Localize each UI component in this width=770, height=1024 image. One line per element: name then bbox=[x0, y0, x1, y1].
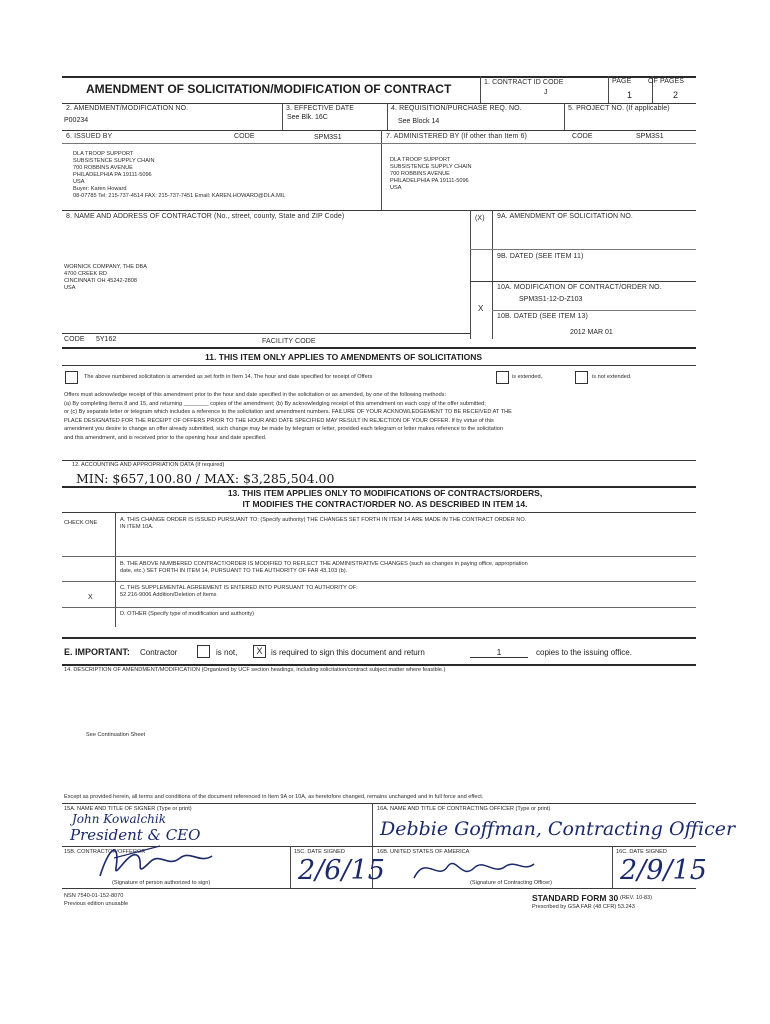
amendment-no-value: P00234 bbox=[64, 117, 89, 124]
rule bbox=[62, 210, 696, 211]
rule bbox=[62, 103, 696, 104]
15c-label: 15C. DATE SIGNED bbox=[294, 849, 345, 855]
section-13c-text: C. THIS SUPPLEMENTAL AGREEMENT IS ENTERED INTO PURSUANT TO AUTHORITY OF: 52.216-9006 Addition/Deletion of Items bbox=[120, 585, 358, 598]
contractor-code-label: CODE bbox=[64, 336, 85, 343]
section-13d-text: D. OTHER (Specify type of modification and authority) bbox=[120, 611, 254, 617]
item-10a-mark: X bbox=[478, 304, 484, 313]
continuation-sheet: See Continuation Sheet bbox=[86, 732, 146, 738]
section-13-heading-1: 13. THIS ITEM APPLIES ONLY TO MODIFICATIONS OF CONTRACTS/ORDERS, bbox=[227, 488, 543, 498]
rule bbox=[492, 310, 696, 311]
requisition-value: See Block 14 bbox=[398, 118, 440, 125]
rule bbox=[62, 607, 696, 608]
15b-label: 15B. CONTRACTOR/OFFEROR bbox=[64, 849, 146, 855]
item-10b-value: 2012 MAR 01 bbox=[570, 329, 613, 336]
administered-by-label: 7. ADMINISTERED BY (If other than Item 6) bbox=[386, 133, 527, 140]
check-one-label: CHECK ONE bbox=[64, 520, 98, 526]
16c-label: 16C. DATE SIGNED bbox=[616, 849, 667, 855]
issued-by-address: DLA TROOP SUPPORT SUBSISTENCE SUPPLY CHAIN 700 ROBBINS AVENUE PHILADELPHIA PA 19111-5096 USA Buyer: Karen Howard 08-07785 Tel: 215-737-4514 FAX: 215-737-7451 Email: KAREN.HOWARD@DLA.MIL bbox=[73, 151, 286, 199]
administered-by-address: DLA TROOP SUPPORT SUBSISTENCE SUPPLY CHAIN 700 ROBBINS AVENUE PHILADELPHIA PA 19111-5096 USA bbox=[390, 157, 472, 191]
contract-id-code-value: J bbox=[544, 89, 548, 96]
divider bbox=[387, 103, 388, 130]
divider bbox=[115, 512, 116, 627]
previous-edition: Previous edition unusable bbox=[64, 901, 129, 907]
rule bbox=[62, 664, 696, 666]
15b-sublabel: (Signature of person authorized to sign) bbox=[112, 880, 211, 886]
section-13a-text: A. THIS CHANGE ORDER IS ISSUED PURSUANT TO: (Specify authority) THE CHANGES SET FORTH IN ITEM 14 ARE MADE IN THE CONTRACT ORDER NO. IN ITEM 10A. bbox=[120, 517, 527, 530]
rule bbox=[470, 281, 696, 282]
rule bbox=[62, 637, 696, 639]
contracting-officer-name: Debbie Goffman, Contracting Officer bbox=[380, 818, 736, 840]
rule bbox=[62, 581, 696, 582]
requisition-label: 4. REQUISITION/PURCHASE REQ. NO. bbox=[391, 105, 522, 112]
of-pages-value: 2 bbox=[673, 90, 679, 100]
15a-label: 15A. NAME AND TITLE OF SIGNER (Type or print) bbox=[64, 806, 192, 812]
is-extended-text: is extended, bbox=[512, 374, 543, 380]
section-14-label: 14. DESCRIPTION OF AMENDMENT/MODIFICATION (Organized by UCF section headings, including solicitation/contract subject matter where feasible.) bbox=[64, 667, 446, 673]
copies-value: 1 bbox=[470, 647, 528, 658]
is-required-checkbox[interactable]: X bbox=[253, 645, 266, 658]
administered-by-code-label: CODE bbox=[572, 133, 593, 140]
page-label: PAGE bbox=[612, 78, 632, 85]
section-11-heading: 11. THIS ITEM ONLY APPLIES TO AMENDMENTS OF SOLICITATIONS bbox=[205, 352, 483, 362]
rule bbox=[62, 556, 696, 557]
form-revision: (REV. 10-83) bbox=[620, 895, 653, 901]
contractor-code-value: 5Y162 bbox=[96, 336, 117, 343]
contractor-address: WORNICK COMPANY, THE DBA 4700 CREEK RD CINCINNATI OH 45242-2808 USA bbox=[64, 264, 147, 291]
item-10a-label: 10A. MODIFICATION OF CONTRACT/ORDER NO. bbox=[497, 284, 662, 291]
rule bbox=[62, 460, 696, 461]
item-10b-label: 10B. DATED (SEE ITEM 13) bbox=[497, 313, 588, 320]
signer-name: John Kowalchik bbox=[72, 812, 166, 826]
is-required-text: is required to sign this document and return bbox=[271, 648, 425, 657]
administered-by-code-value: SPM3S1 bbox=[636, 133, 664, 140]
effective-date-label: 3. EFFECTIVE DATE bbox=[286, 105, 355, 112]
16b-label: 16B. UNITED STATES OF AMERICA bbox=[377, 849, 470, 855]
item-10a-value: SPM3S1-12-D-Z103 bbox=[519, 296, 583, 303]
issued-by-label: 6. ISSUED BY bbox=[66, 133, 113, 140]
section-13-heading-2: IT MODIFIES THE CONTRACT/ORDER NO. AS DESCRIBED IN ITEM 14. bbox=[242, 499, 528, 509]
divider bbox=[608, 76, 609, 103]
section-13b-text: B. THE ABOVE NUMBERED CONTRACT/ORDER IS MODIFIED TO REFLECT THE ADMINISTRATIVE CHANGES (such as changes in paying office, appropriation date, etc.) SET FORTH IN ITEM 14, PURSUANT TO THE AUTHORITY OF FAR 43.103 (b). bbox=[120, 561, 528, 574]
is-not-extended-checkbox[interactable] bbox=[575, 371, 588, 384]
16b-sublabel: (Signature of Contracting Officer) bbox=[470, 880, 552, 886]
facility-code-label: FACILITY CODE bbox=[262, 338, 316, 345]
section-11-line1: The above numbered solicitation is amended as set forth in Item 14. The hour and date specified for receipt of Offers bbox=[84, 374, 373, 380]
rule bbox=[62, 130, 696, 131]
nsn: NSN 7540-01-152-8070 bbox=[64, 893, 124, 899]
contract-id-code-label: 1. CONTRACT ID CODE bbox=[484, 79, 564, 86]
contractor-label: 8. NAME AND ADDRESS OF CONTRACTOR (No., street, county, State and ZIP Code) bbox=[66, 213, 345, 220]
is-not-required-checkbox[interactable] bbox=[197, 645, 210, 658]
divider bbox=[612, 846, 613, 888]
rule bbox=[62, 803, 696, 804]
of-pages-label: OF PAGES bbox=[648, 78, 685, 85]
rule bbox=[62, 333, 470, 334]
rule bbox=[62, 365, 696, 366]
rule bbox=[62, 347, 696, 349]
accounting-label: 12. ACCOUNTING AND APPROPRIATION DATA (If required) bbox=[72, 462, 225, 468]
item-9a-label: 9A. AMENDMENT OF SOLICITATION NO. bbox=[497, 213, 633, 220]
divider bbox=[381, 130, 382, 210]
rule bbox=[470, 249, 696, 250]
standard-form: STANDARD FORM 30 bbox=[532, 893, 619, 903]
rule bbox=[62, 512, 696, 513]
divider bbox=[480, 76, 481, 103]
copies-text: copies to the issuing office. bbox=[536, 648, 632, 657]
issued-by-code-value: SPM3S1 bbox=[314, 134, 342, 141]
is-not-text: is not, bbox=[216, 648, 238, 657]
section-11-paragraph: Offers must acknowledge receipt of this amendment prior to the hour and date specified in the solicitation or as amended, by one of the following methods: (a) By completing Items 8 and 15, and returning ________ copies of the amendment; (b) By acknowledging receipt of this amendment on each copy of the offer submitted; or (c) By separate letter or telegram which includes a reference to the solicitation and amendment numbers. FAILURE OF YOUR ACKNOWLEDGEMENT TO BE RECEIVED AT THE PLACE DESIGNATED FOR THE RECEIPT OF OFFERS PRIOR TO THE HOUR AND DATE SPECIFIED MAY RESULT IN REJECTION OF YOUR OFFER. If by virtue of this amendment you desire to change an offer already submitted, such change may be made by telegram or letter, provided each telegram or letter makes reference to the solicitation and this amendment, and is received prior to the opening hour and date specified. bbox=[64, 392, 512, 441]
divider bbox=[470, 210, 471, 339]
divider bbox=[290, 846, 291, 888]
solicitation-amended-checkbox[interactable] bbox=[65, 371, 78, 384]
form-title: AMENDMENT OF SOLICITATION/MODIFICATION OF CONTRACT bbox=[86, 82, 452, 96]
section-13c-mark: X bbox=[88, 594, 93, 601]
top-rule bbox=[62, 76, 696, 78]
item-9b-label: 9B. DATED (SEE ITEM 11) bbox=[497, 253, 584, 260]
divider bbox=[492, 210, 493, 339]
date-15c: 2/6/15 bbox=[298, 855, 385, 886]
divider bbox=[282, 103, 283, 130]
issued-by-code-label: CODE bbox=[234, 133, 255, 140]
except-text: Except as provided herein, all terms and conditions of the document referenced in Item 9A or 10A, as heretofore changed, remains unchanged and in full force and effect. bbox=[64, 794, 484, 800]
rule bbox=[62, 888, 696, 889]
project-no-label: 5. PROJECT NO. (If applicable) bbox=[568, 105, 670, 112]
contractor-signature bbox=[90, 838, 220, 884]
rule bbox=[62, 143, 696, 144]
x-column-label: (X) bbox=[475, 215, 485, 222]
16a-label: 16A. NAME AND TITLE OF CONTRACTING OFFICER (Type or print) bbox=[377, 806, 551, 812]
important-label: E. IMPORTANT: bbox=[64, 647, 130, 657]
prescribed-by: Prescribed by GSA FAR (48 CFR) 53.243 bbox=[532, 904, 635, 910]
signer-title: President & CEO bbox=[70, 826, 201, 844]
amendment-no-label: 2. AMENDMENT/MODIFICATION NO. bbox=[66, 105, 189, 112]
accounting-value: MIN: $657,100.80 / MAX: $3,285,504.00 bbox=[76, 471, 335, 486]
important-contractor: Contractor bbox=[140, 648, 178, 657]
divider bbox=[564, 103, 565, 130]
date-16c: 2/9/15 bbox=[620, 855, 707, 886]
effective-date-value: See Blk. 16C bbox=[287, 114, 328, 121]
is-not-extended-text: is not extended. bbox=[592, 374, 632, 380]
page-value: 1 bbox=[627, 90, 633, 100]
is-extended-checkbox[interactable] bbox=[496, 371, 509, 384]
